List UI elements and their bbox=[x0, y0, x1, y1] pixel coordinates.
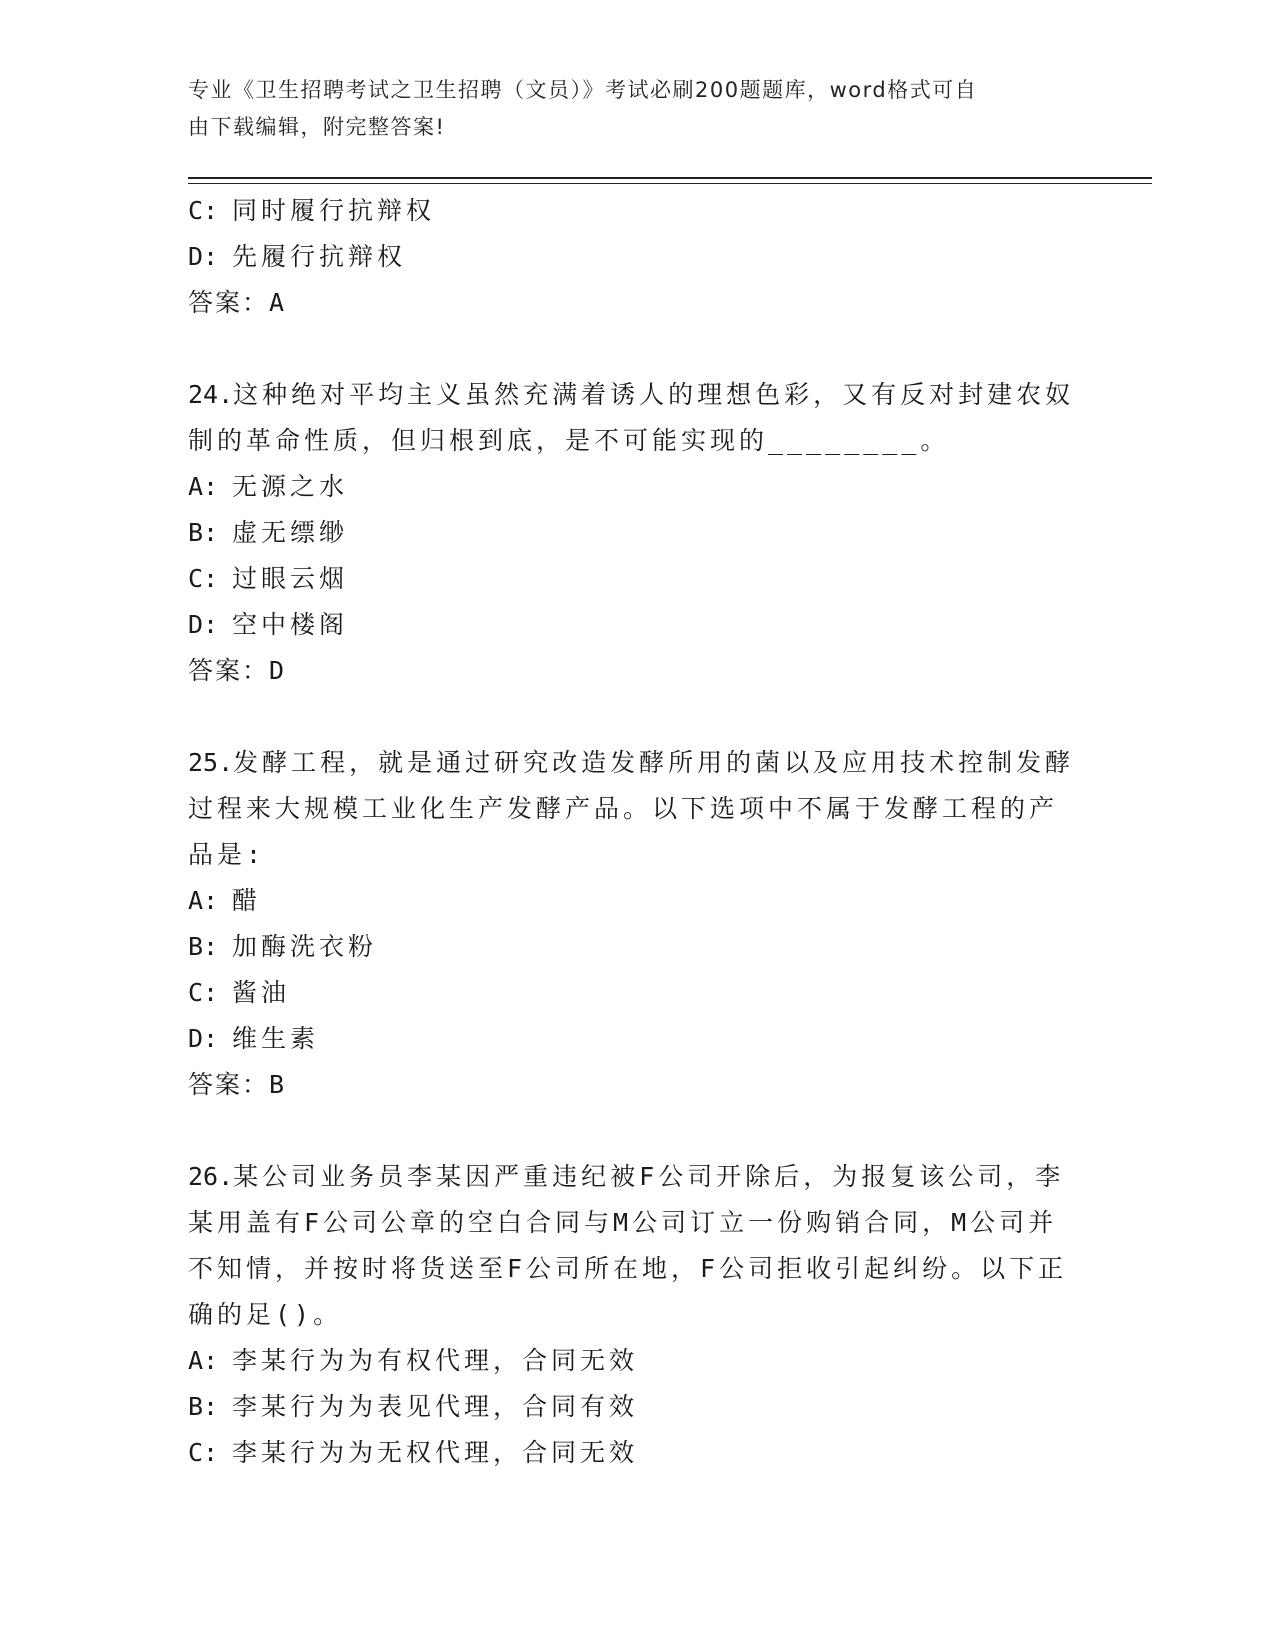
question-stem-line: 不知情，并按时将货送至F公司所在地，F公司拒收引起纠纷。以下正 bbox=[188, 1254, 1068, 1283]
question-25 bbox=[188, 740, 1088, 1108]
answer-line bbox=[188, 280, 1088, 326]
option-letter: A: bbox=[188, 472, 219, 501]
option-letter: D: bbox=[188, 1024, 219, 1053]
option-text: 李某行为为表见代理，合同有效 bbox=[232, 1392, 639, 1421]
option-a bbox=[188, 464, 1088, 510]
option-letter: C: bbox=[188, 978, 219, 1007]
option-c bbox=[188, 556, 1088, 602]
spacer bbox=[188, 1108, 1088, 1154]
header-line-1: 专业《卫生招聘考试之卫生招聘（文员）》考试必刷200题题库，word格式可自 bbox=[188, 78, 978, 102]
question-stem-line: 确的足()。 bbox=[188, 1300, 343, 1329]
option-text: 酱油 bbox=[232, 978, 291, 1007]
question-stem-text: 某公司业务员李某因严重违纪被F公司开除后，为报复该公司，李 bbox=[233, 1162, 1065, 1191]
option-letter: A: bbox=[188, 886, 219, 915]
question-stem-line: 某用盖有F公司公章的空白合同与M公司订立一份购销合同，M公司并 bbox=[188, 1208, 1058, 1237]
option-b bbox=[188, 1384, 1088, 1430]
option-letter: D: bbox=[188, 242, 219, 271]
option-letter: B: bbox=[188, 1392, 219, 1421]
question-number: 24. bbox=[188, 380, 234, 409]
question-24 bbox=[188, 372, 1088, 694]
question-number: 25. bbox=[188, 748, 234, 777]
page-header bbox=[188, 72, 1068, 146]
option-d bbox=[188, 234, 1088, 280]
option-c bbox=[188, 970, 1088, 1016]
answer-label: 答案： bbox=[188, 1070, 270, 1099]
header-line-2: 由下载编辑，附完整答案! bbox=[188, 115, 446, 139]
question-stem-line: 过程来大规模工业化生产发酵产品。以下选项中不属于发酵工程的产 bbox=[188, 794, 1059, 823]
header-rule-thin bbox=[188, 183, 1152, 184]
answer-line bbox=[188, 648, 1088, 694]
option-a bbox=[188, 878, 1088, 924]
option-text: 维生素 bbox=[232, 1024, 320, 1053]
spacer bbox=[188, 326, 1088, 372]
option-b bbox=[188, 510, 1088, 556]
answer-value: D bbox=[269, 656, 287, 685]
answer-value: B bbox=[269, 1070, 287, 1099]
option-text: 醋 bbox=[232, 886, 262, 915]
option-d bbox=[188, 1016, 1088, 1062]
answer-label: 答案： bbox=[188, 288, 270, 317]
answer-label: 答案： bbox=[188, 656, 270, 685]
option-text: 无源之水 bbox=[232, 472, 349, 501]
option-text: 先履行抗辩权 bbox=[232, 242, 407, 271]
option-text: 同时履行抗辩权 bbox=[232, 196, 436, 225]
question-23-continued bbox=[188, 188, 1088, 326]
option-text: 李某行为为有权代理，合同无效 bbox=[232, 1346, 639, 1375]
header-rule-thick bbox=[188, 177, 1152, 179]
spacer bbox=[188, 694, 1088, 740]
option-text: 虚无缥缈 bbox=[232, 518, 349, 547]
question-stem-text: 这种绝对平均主义虽然充满着诱人的理想色彩，又有反对封建农奴 bbox=[233, 380, 1075, 409]
question-stem-line: 品是: bbox=[188, 840, 266, 869]
question-number: 26. bbox=[188, 1162, 234, 1191]
option-d bbox=[188, 602, 1088, 648]
question-stem-text: 发酵工程，就是通过研究改造发酵所用的菌以及应用技术控制发酵 bbox=[233, 748, 1075, 777]
option-a bbox=[188, 1338, 1088, 1384]
answer-value: A bbox=[269, 288, 287, 317]
option-c bbox=[188, 1430, 1088, 1476]
option-letter: B: bbox=[188, 932, 219, 961]
question-stem-line bbox=[188, 372, 1088, 418]
question-stem-line bbox=[188, 740, 1088, 786]
option-text: 空中楼阁 bbox=[232, 610, 349, 639]
question-stem-line: 制的革命性质，但归根到底，是不可能实现的________。 bbox=[188, 426, 950, 455]
option-b bbox=[188, 924, 1088, 970]
option-letter: C: bbox=[188, 196, 219, 225]
document-body bbox=[188, 188, 1088, 1476]
question-26 bbox=[188, 1154, 1088, 1476]
question-stem-line bbox=[188, 1154, 1088, 1200]
answer-line bbox=[188, 1062, 1088, 1108]
option-letter: A: bbox=[188, 1346, 219, 1375]
option-text: 李某行为为无权代理，合同无效 bbox=[232, 1438, 639, 1467]
option-letter: C: bbox=[188, 1438, 219, 1467]
option-text: 加酶洗衣粉 bbox=[232, 932, 378, 961]
option-letter: B: bbox=[188, 518, 219, 547]
option-c bbox=[188, 188, 1088, 234]
option-letter: C: bbox=[188, 564, 219, 593]
option-text: 过眼云烟 bbox=[232, 564, 349, 593]
option-letter: D: bbox=[188, 610, 219, 639]
